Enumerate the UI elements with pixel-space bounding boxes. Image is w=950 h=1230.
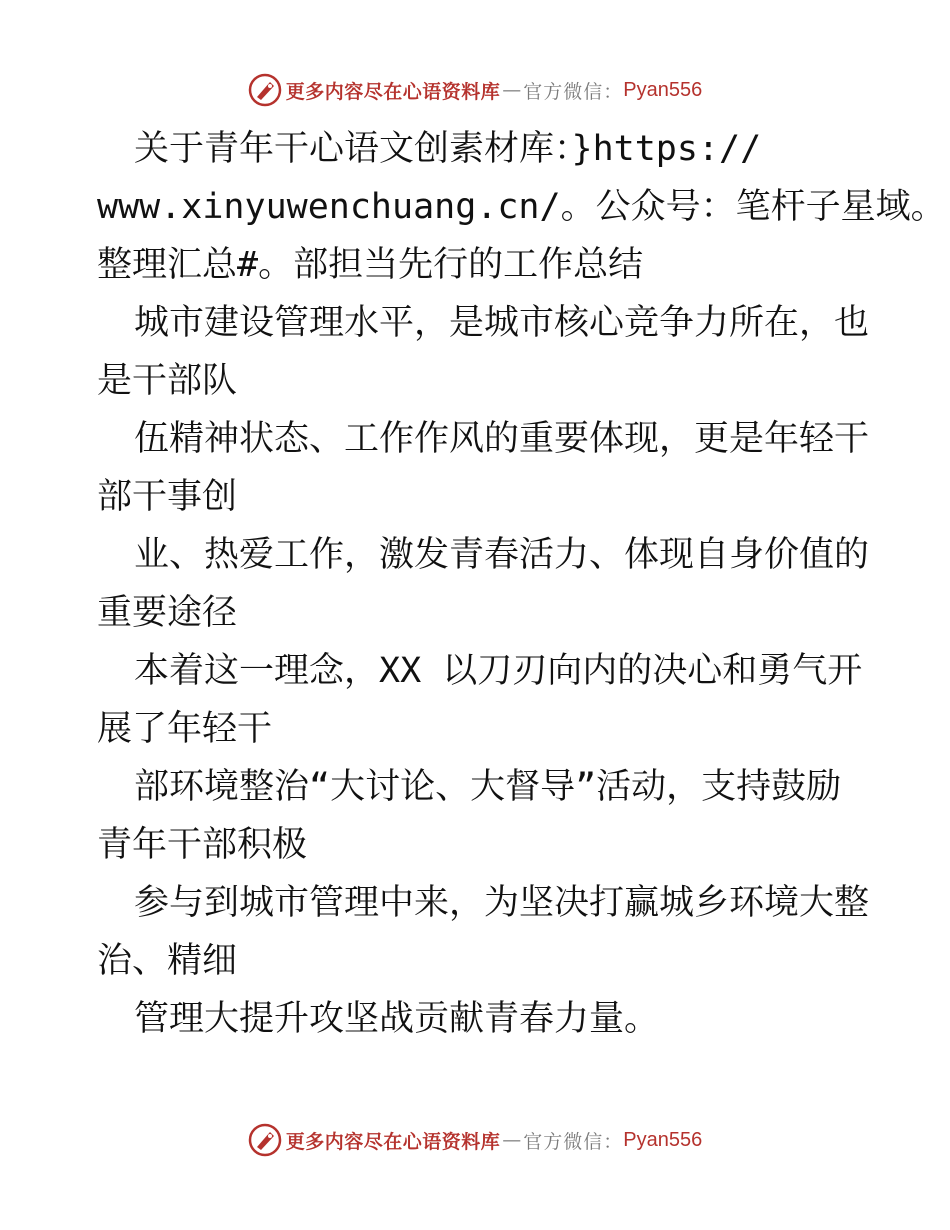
text-line: 重要途径 [97,593,238,633]
text-line: 青年干部积极 [97,825,308,865]
banner-promo-text: 更多内容尽在心语资料库 [285,1130,501,1153]
pen-nib-logo-icon [248,73,282,107]
text-line: 业、热爱工作，激发青春活力、体现自身价值的 [134,535,870,575]
footer-banner [0,1120,950,1160]
text-line: 展了年轻干 [97,709,273,749]
text-line: 管理大提升攻坚战贡献青春力量。 [134,999,660,1039]
banner-wechat-id: Pyan556 [623,78,703,101]
banner-dash: — [502,1129,522,1151]
text-line: 部干事创 [97,477,238,517]
text-line: 治、精细 [97,941,238,981]
header-banner [0,70,950,110]
banner-official-label: 官方微信： [523,1130,624,1153]
pen-nib-logo-icon [248,1123,282,1157]
text-line: 城市建设管理水平，是城市核心竞争力所在，也 [134,303,870,343]
text-line: 参与到城市管理中来，为坚决打赢城乡环境大整 [134,883,870,923]
banner-official-label: 官方微信： [523,80,624,103]
text-line: www.xinyuwenchuang.cn/。公众号：笔杆子星域。 [97,187,946,227]
banner-promo-text: 更多内容尽在心语资料库 [285,80,501,103]
banner-dash: — [502,79,522,101]
text-line: 整理汇总#。部担当先行的工作总结 [97,245,644,285]
text-line: 是干部队 [97,361,238,401]
text-line: 伍精神状态、工作作风的重要体现，更是年轻干 [134,419,870,459]
text-line: 本着这一理念，XX 以刀刃向内的决心和勇气开 [134,651,863,691]
document-body [97,120,946,1048]
text-line: 部环境整治“大讨论、大督导”活动，支持鼓励 [134,767,842,807]
text-line: 关于青年干心语文创素材库：}https:// [134,129,762,169]
banner-wechat-id: Pyan556 [623,1128,703,1151]
